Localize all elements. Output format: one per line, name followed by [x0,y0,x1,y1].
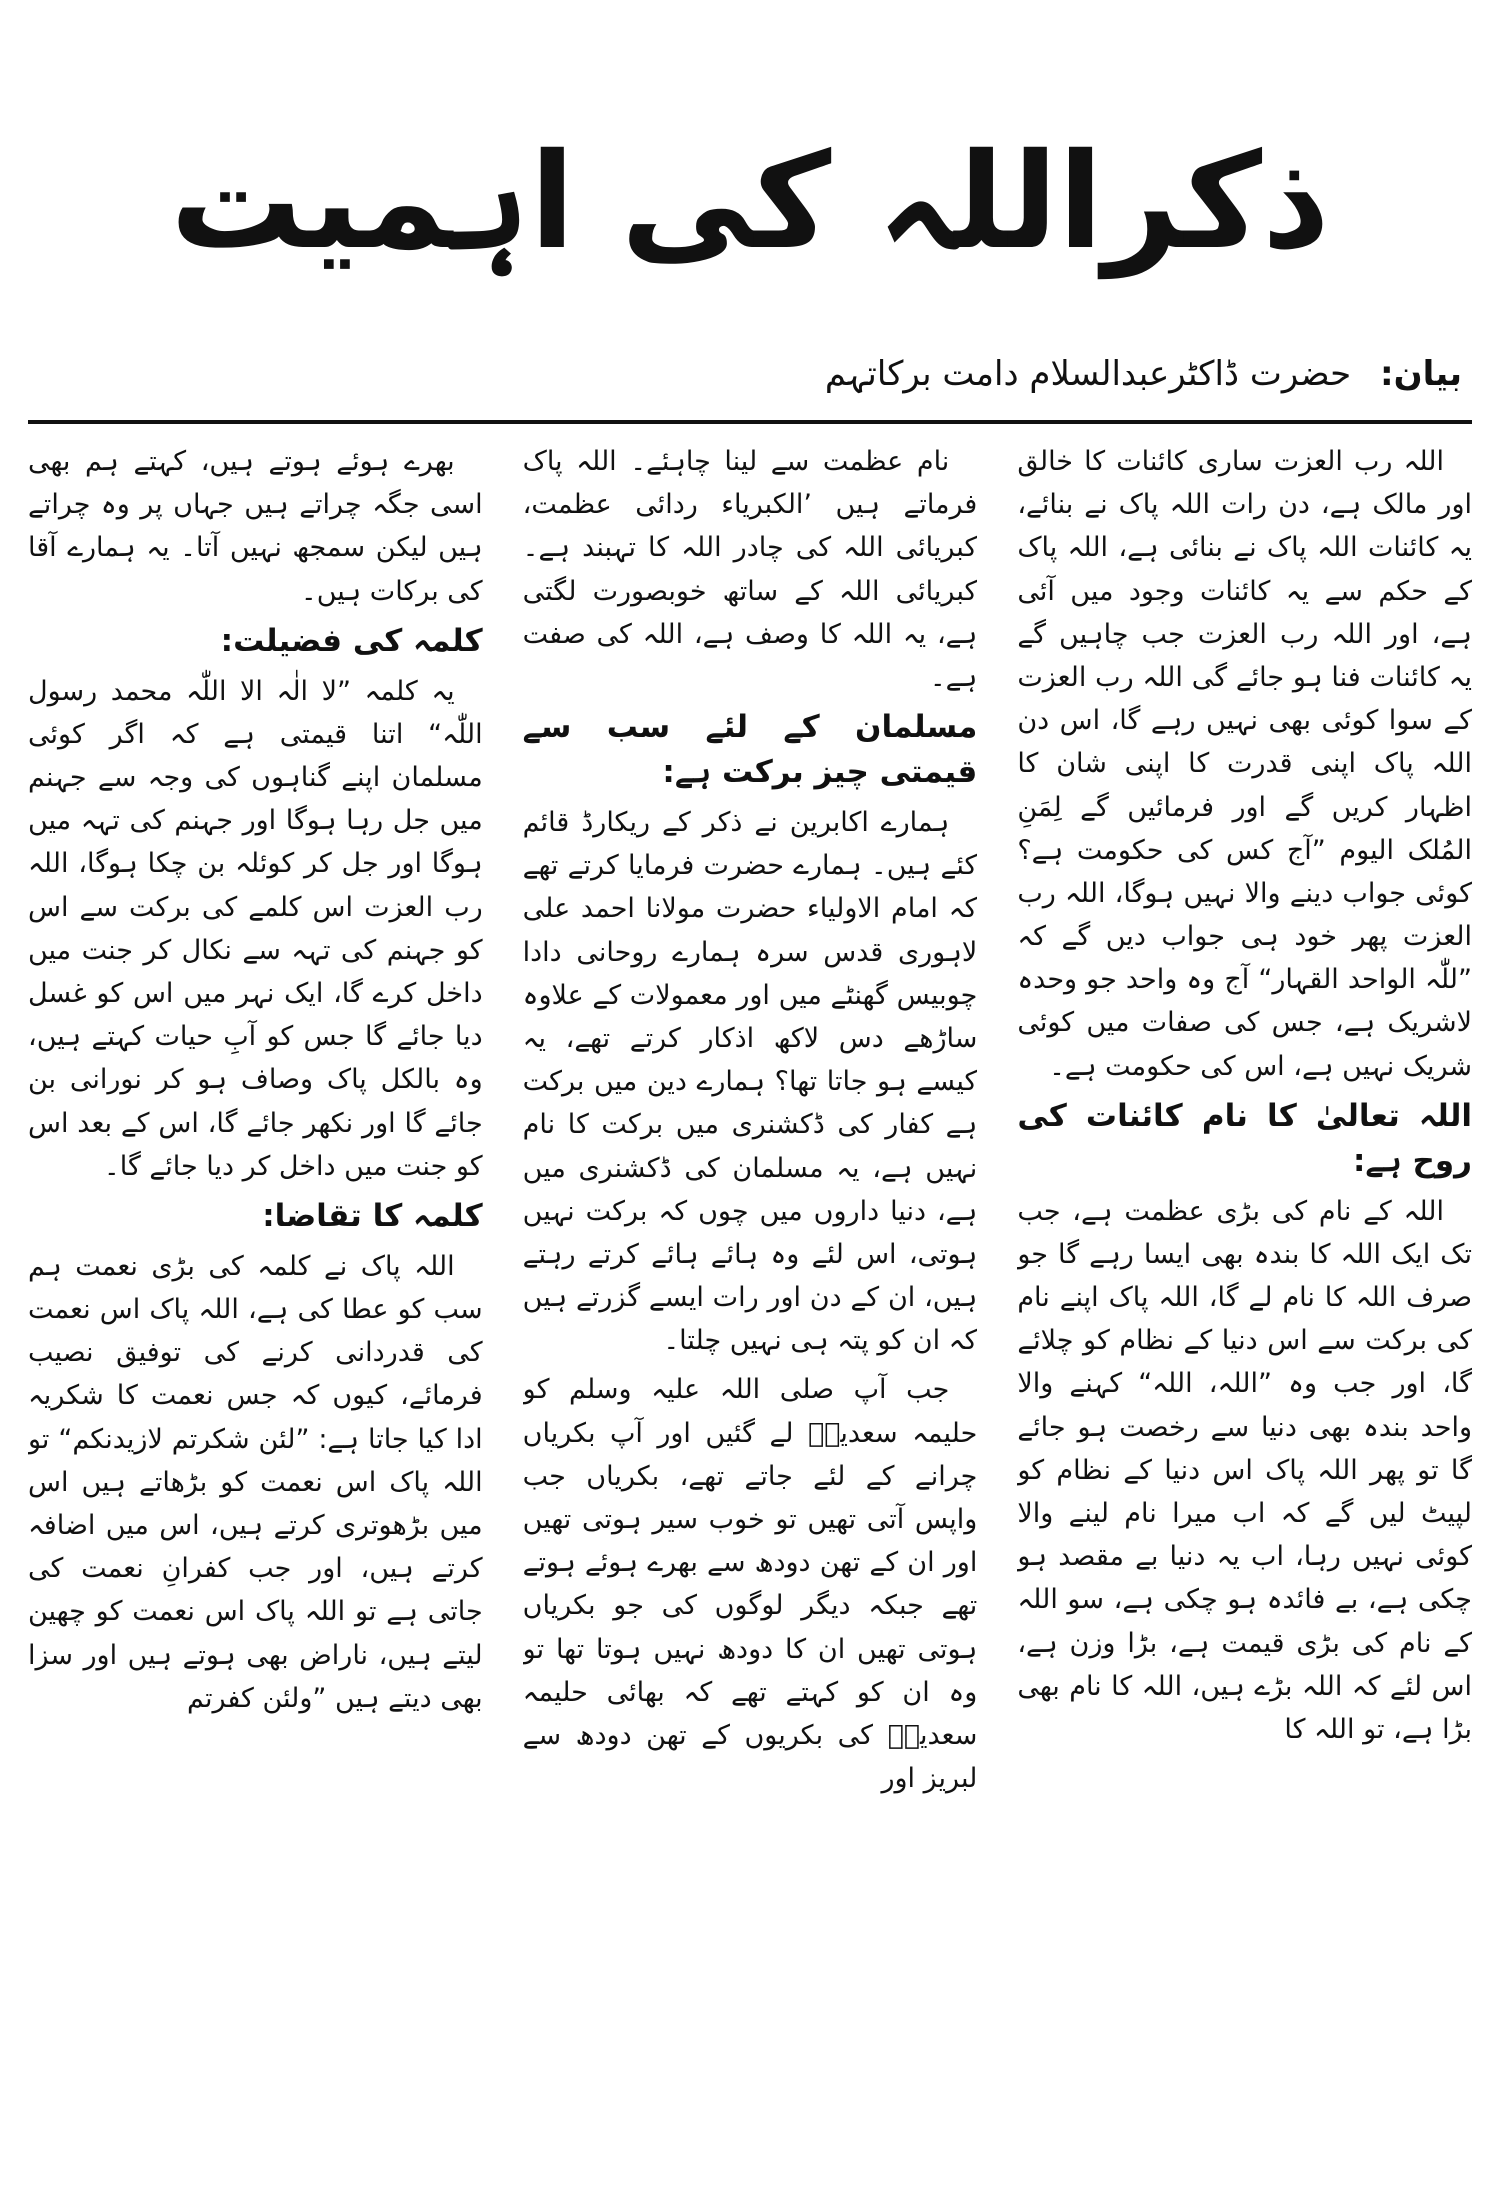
column-2 [523,440,978,2185]
byline-author: حضرت ڈاکٹرعبدالسلام دامت برکاتہم [824,354,1352,394]
paragraph: ہمارے اکابرین نے ذکر کے ریکارڈ قائم کئے ہیں۔ ہمارے حضرت فرمایا کرتے تھے کہ امام الاولیاء حضرت مولانا احمد علی لاہوری قدس سرہ ہمارے روحانی دادا چوبیس گھنٹے میں اور معمولات کے علاوہ ساڑھے دس لاکھ اذکار کرتے تھے، یہ کیسے ہو جاتا تھا؟ ہمارے دین میں برکت ہے کفار کی ڈکشنری میں برکت کا نام نہیں ہے، یہ مسلمان کی ڈکشنری میں ہے، دنیا داروں میں چوں کہ برکت نہیں ہوتی، اس لئے وہ ہائے ہائے کرتے رہتے ہیں، ان کے دن اور رات ایسے گزرتے ہیں کہ ان کو پتہ ہی نہیں چلتا۔ [522,807,978,1357]
section-heading: کلمہ کی فضیلت: [220,622,483,659]
column-1 [1017,440,1472,2185]
byline [38,352,1462,396]
header-divider [28,420,1472,424]
section-heading: کلمہ کا تقاضا: [262,1197,483,1234]
article-columns [28,440,1472,2185]
paragraph: بھرے ہوئے ہوتے ہیں، کہتے ہم بھی اسی جگہ چراتے ہیں جہاں پر وہ چراتے ہیں لیکن سمجھ نہیں آتا۔ یہ ہمارے آقا کی برکات ہیں۔ [27,446,483,607]
paragraph: جب آپ صلی اللہ علیہ وسلم کو حلیمہ سعدیہؓ لے گئیں اور آپ بکریاں چرانے کے لئے جاتے تھے، بکریاں جب واپس آتی تھیں تو خوب سیر ہوتی تھیں اور ان کے تھن دودھ سے بھرے ہوئے ہوتے تھے جبکہ دیگر لوگوں کی جو بکریاں ہوتی تھیں ان کا دودھ نہیں ہوتا تھا تو وہ ان کو کہتے تھے کہ بھائی حلیمہ سعدیہؓ کی بکریوں کے تھن دودھ سے لبریز اور [522,1374,978,1795]
paragraph: یہ کلمہ ”لا الٰہ الا اللّٰہ محمد رسول اللّٰہ“ اتنا قیمتی ہے کہ اگر کوئی مسلمان اپنے گناہوں کی وجہ سے جہنم میں جل رہا ہوگا اور جہنم کی تہہ میں ہوگا اور جل کر کوئلہ بن چکا ہوگا، اللہ رب العزت اس کلمے کی برکت سے اس کو جہنم کی تہہ سے نکال کر جنت میں داخل کرے گا، ایک نہر میں اس کو غسل دیا جائے گا جس کو آبِ حیات کہتے ہیں، وہ بالکل پاک وصاف ہو کر نورانی بن جائے گا اور نکھر جائے گا، اس کے بعد اس کو جنت میں داخل کر دیا جائے گا۔ [27,675,483,1182]
paragraph: اللہ کے نام کی بڑی عظمت ہے، جب تک ایک اللہ کا بندہ بھی ایسا رہے گا جو صرف اللہ کا نام لے گا، اللہ پاک اپنے نام کی برکت سے اس دنیا کے نظام کو چلائے گا، اور جب وہ ”اللہ، اللہ“ کہنے والا واحد بندہ بھی دنیا سے رخصت ہو جائے گا تو پھر اللہ پاک اس دنیا کے نظام کو لپیٹ لیں گے کہ اب میرا نام لینے والا کوئی نہیں رہا، اب یہ دنیا بے مقصد ہو چکی ہے، بے فائدہ ہو چکی ہے، سو اللہ کے نام کی بڑی قیمت ہے، بڑا وزن ہے، اس لئے کہ اللہ بڑے ہیں، اللہ کا نام بھی بڑا ہے، تو اللہ کا [1017,1195,1472,1745]
paragraph: اللہ پاک نے کلمہ کی بڑی نعمت ہم سب کو عطا کی ہے، اللہ پاک اس نعمت کی قدردانی کرنے کی توفیق نصیب فرمائے، کیوں کہ جس نعمت کا شکریہ ادا کیا جاتا ہے: ”لئن شکرتم لازیدنکم“ تو اللہ پاک اس نعمت کو بڑھاتے ہیں اس میں بڑھوتری کرتے ہیں، اس میں اضافہ کرتے ہیں، اور جب کفرانِ نعمت کی جاتی ہے تو اللہ پاک اس نعمت کو چھین لیتے ہیں، ناراض بھی ہوتے ہیں اور سزا بھی دیتے ہیں ”ولئن کفرتم [27,1250,483,1714]
article-title: ذکراللہ کی اہمیت [170,125,1330,279]
column-3 [28,440,483,2185]
byline-label: بیان: [1379,354,1462,394]
section-heading: مسلمان کے لئے سب سے قیمتی چیز برکت ہے: [522,709,978,791]
paragraph: اللہ رب العزت ساری کائنات کا خالق اور مالک ہے، دن رات اللہ پاک نے بنائے، یہ کائنات اللہ پاک نے بنائی ہے، اللہ پاک کے حکم سے یہ کائنات وجود میں آئی ہے، اور اللہ رب العزت جب چاہیں گے یہ کائنات فنا ہو جائے گی اللہ رب العزت کے سوا کوئی بھی نہیں رہے گا، اس دن اللہ پاک اپنی قدرت کا اپنی شان کا اظہار کریں گے اور فرمائیں گے لِمَنِ المُلک الیوم ”آج کس کی حکومت ہے؟ کوئی جواب دینے والا نہیں ہوگا، اللہ رب العزت پھر خود ہی جواب دیں گے کہ ”للّٰہ الواحد القہار“ آج وہ واحد جو وحدہ لاشریک ہے، جس کی صفات میں کوئی شریک نہیں ہے، اس کی حکومت ہے۔ [1017,446,1472,1082]
section-heading: اللہ تعالیٰ کا نام کائنات کی روح ہے: [1017,1097,1472,1179]
paragraph: نام عظمت سے لینا چاہئے۔ اللہ پاک فرماتے ہیں ’الکبریاء ردائی عظمت، کبریائی اللہ کی چادر اللہ کا تہبند ہے۔ کبریائی اللہ کے ساتھ خوبصورت لگتی ہے، یہ اللہ کا وصف ہے، اللہ کی صفت ہے۔ [522,446,978,693]
